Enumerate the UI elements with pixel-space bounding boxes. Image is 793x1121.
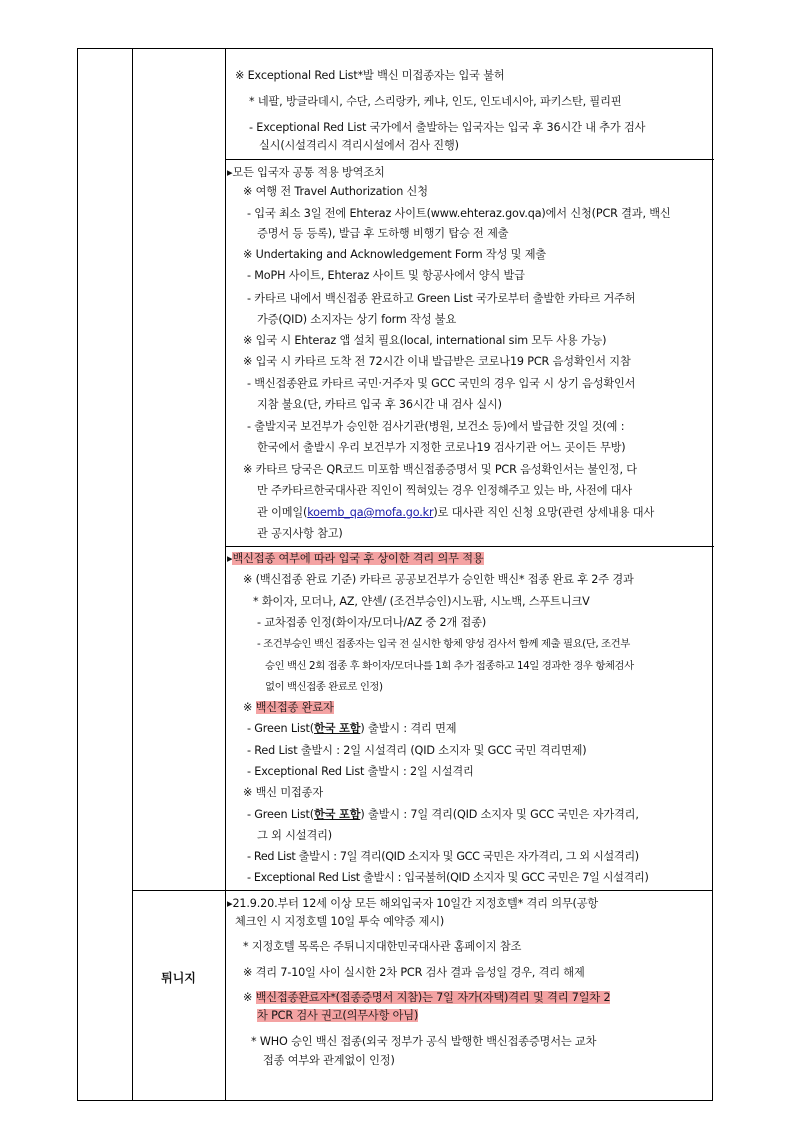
tunisia-release-note: ※ 격리 7-10일 사이 실시한 2차 PCR 검사 결과 음성일 경우, 격리 해제 bbox=[243, 966, 585, 979]
qr-line1: ※ 카타르 당국은 QR코드 미포함 백신접종증명서 및 PCR 음성확인서는 불인정, 다 bbox=[243, 463, 637, 476]
ta-line2: 증명서 등 등록), 발급 후 도하행 비행기 탑승 전 제출 bbox=[257, 227, 509, 240]
unvaccinated-green-korea: 한국 포함 bbox=[314, 808, 361, 821]
vacc-heading-text: 백신접종 여부에 따라 입국 후 상이한 격리 의무 적용 bbox=[232, 552, 484, 565]
er-test-line1: - Exceptional Red List 국가에서 출발하는 입국자는 입국 후 36시간 내 추가 검사 bbox=[249, 121, 646, 134]
uaf-line1: - MoPH 사이트, Ehteraz 사이트 및 항공사에서 양식 발급 bbox=[247, 269, 525, 282]
qr-line3-pre: 관 이메일( bbox=[257, 506, 308, 519]
vaccinated-green-korea: 한국 포함 bbox=[314, 722, 361, 735]
tunisia-vaccinated-line1 bbox=[243, 991, 610, 1005]
tunisia-who-line2: 접종 여부와 관계없이 인정) bbox=[263, 1054, 395, 1067]
unvaccinated-heading: ※ 백신 미접종자 bbox=[243, 786, 323, 799]
vaccinated-heading bbox=[243, 701, 334, 715]
ta-line1: - 입국 최소 3일 전에 Ehteraz 사이트(www.ehteraz.gov.qa)에서 신청(PCR 결과, 백신 bbox=[247, 207, 671, 220]
tunisia-quarantine-line1: ▸21.9.20.부터 12세 이상 모든 해외입국자 10일간 지정호텔* 격리 의무(공항 bbox=[227, 897, 599, 910]
qr-line4: 관 공지사항 참고) bbox=[257, 527, 343, 540]
uaf-note: ※ Undertaking and Acknowledgement Form 작성 및 제출 bbox=[243, 248, 547, 261]
country-label-tunisia: 튀니지 bbox=[161, 971, 196, 985]
tunisia-vaccinated-text2: 차 PCR 검사 권고(의무사항 아님) bbox=[257, 1009, 419, 1022]
vacc-heading bbox=[227, 552, 484, 566]
pcr-line2: 지참 불요(단, 카타르 입국 후 36시간 내 검사 실시) bbox=[257, 398, 502, 411]
tunisia-vaccinated-line2 bbox=[257, 1009, 418, 1023]
unvaccinated-green bbox=[247, 808, 639, 822]
vacc-cross: - 교차접종 인정(화이자/모더나/AZ 중 2개 접종) bbox=[257, 616, 487, 629]
vaccinated-label: 백신접종 완료자 bbox=[255, 701, 334, 714]
tunisia-who-line1: * WHO 승인 백신 접종(외국 정부가 공식 발행한 백신접종증명서는 교차 bbox=[251, 1035, 597, 1048]
qr-line2: 만 주카타르한국대사관 직인이 찍혀있는 경우 인정해주고 있는 바, 사전에 대사 bbox=[257, 484, 633, 497]
column-divider-1 bbox=[132, 49, 133, 1100]
common-heading: ▸모든 입국자 공통 적용 방역조치 bbox=[227, 166, 385, 179]
vacc-cond-line1: - 조건부승인 백신 접종자는 입국 전 실시한 항체 양성 검사서 함께 제출 필요(단, 조건부 bbox=[257, 638, 630, 650]
quarantine-table bbox=[77, 48, 713, 1101]
unvaccinated-exceptional: - Exceptional Red List 출발시 : 입국불허(QID 소지자 및 GCC 국민은 7일 시설격리) bbox=[247, 871, 649, 884]
qr-line3-post: )로 대사관 직인 신청 요망(관련 상세내용 대사 bbox=[433, 506, 655, 519]
unvaccinated-red: - Red List 출발시 : 7일 격리(QID 소지자 및 GCC 국민은 자가격리, 그 외 시설격리) bbox=[247, 850, 639, 863]
er-test-line2: 실시(시설격리시 격리시설에서 검사 진행) bbox=[259, 139, 459, 152]
section-divider bbox=[225, 159, 714, 160]
uaf-line2: - 카타르 내에서 백신접종 완료하고 Green List 국가로부터 출발한 카타르 거주허 bbox=[247, 292, 636, 305]
qatar-content bbox=[225, 49, 714, 890]
vacc-list: * 화이자, 모더나, AZ, 얀센/ (조건부승인)시노팜, 시노백, 스푸트니크V bbox=[253, 595, 590, 608]
vacc-cond-line3: 없이 백신접종 완료로 인정) bbox=[265, 681, 383, 693]
vaccinated-green bbox=[247, 722, 456, 736]
vaccinated-green-post: ) 출발시 : 격리 면제 bbox=[360, 722, 457, 735]
pcr-line1: - 백신접종완료 카타르 국민·거주자 및 GCC 국민의 경우 입국 시 상기 음성확인서 bbox=[247, 377, 636, 390]
er-countries: * 네팔, 방글라데시, 수단, 스리랑카, 케냐, 인도, 인도네시아, 파키스탄, 필리핀 bbox=[249, 95, 622, 108]
vaccinated-red: - Red List 출발시 : 2일 시설격리 (QID 소지자 및 GCC 국민 격리면제) bbox=[247, 744, 587, 757]
vacc-definition: ※ (백신접종 완료 기준) 카타르 공공보건부가 승인한 백신* 접종 완료 후 2주 경과 bbox=[243, 573, 634, 586]
er-note: ※ Exceptional Red List*발 백신 미접종자는 입국 불허 bbox=[235, 69, 505, 82]
app-note: ※ 입국 시 Ehteraz 앱 설치 필요(local, international sim 모두 사용 가능) bbox=[243, 334, 607, 347]
tunisia-vaccinated-text1: 백신접종완료자*(접종증명서 지참)는 7일 자가(자택)격리 및 격리 7일차 2 bbox=[255, 991, 611, 1004]
ta-note: ※ 여행 전 Travel Authorization 신청 bbox=[243, 185, 428, 198]
vaccinated-mark: ※ bbox=[243, 701, 256, 714]
section-divider bbox=[225, 546, 714, 547]
tunisia-content bbox=[225, 890, 714, 1102]
unvaccinated-green-line2: 그 외 시설격리) bbox=[257, 829, 332, 842]
vaccinated-green-pre: - Green List( bbox=[247, 722, 314, 735]
pcr-line3: - 출발지국 보건부가 승인한 검사기관(병원, 보건소 등)에서 발급한 것일 것(예 : bbox=[247, 420, 625, 433]
unvaccinated-green-pre: - Green List( bbox=[247, 808, 314, 821]
tunisia-hotel-note: * 지정호텔 목록은 주튀니지대한민국대사관 홈페이지 참조 bbox=[243, 940, 522, 953]
qr-line3 bbox=[257, 506, 654, 520]
unvaccinated-green-post: ) 출발시 : 7일 격리(QID 소지자 및 GCC 국민은 자가격리, bbox=[360, 808, 639, 821]
embassy-email-link[interactable]: koemb_qa@mofa.go.kr bbox=[307, 506, 434, 519]
tunisia-quarantine-line2: 체크인 시 지정호텔 10일 투숙 예약증 제시) bbox=[235, 915, 445, 928]
tunisia-vaccinated-mark: ※ bbox=[243, 991, 256, 1004]
uaf-line3: 가증(QID) 소지자는 상기 form 작성 불요 bbox=[257, 313, 457, 326]
pcr-line4: 한국에서 출발시 우리 보건부가 지정한 코로나19 검사기관 어느 곳이든 무방) bbox=[257, 441, 626, 454]
pcr-note: ※ 입국 시 카타르 도착 전 72시간 이내 발급받은 코로나19 PCR 음성확인서 지참 bbox=[243, 355, 631, 368]
vaccinated-exceptional: - Exceptional Red List 출발시 : 2일 시설격리 bbox=[247, 765, 474, 778]
vacc-heading-arrow: ▸ bbox=[227, 552, 233, 565]
vacc-cond-line2: 승인 백신 2회 접종 후 화이자/모더나를 1회 추가 접종하고 14일 경과한 경우 항체검사 bbox=[265, 660, 634, 672]
